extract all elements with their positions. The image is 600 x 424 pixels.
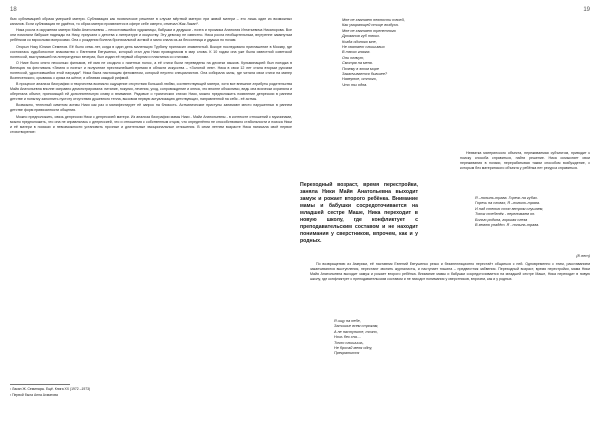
poem-bottom — [334, 319, 378, 357]
poem-line: Не бросай меня одну, — [334, 346, 373, 351]
poem-line: Что ты одна. — [342, 82, 368, 87]
paragraph: Возможно, телесный симптом астмы Ники как раз и манифестирует её запрос на близость. Астматические приступы занимают место нарушенных в раннем детстве форм привязанности общения. — [10, 103, 292, 113]
poem-line: Ночь без сна.... — [334, 335, 362, 340]
poem-line: Дрожания губ твоих. — [342, 34, 381, 39]
paragraph: бью сублимацией образа умершей матери. Сублимация как психическое решение в случае мёртвой матери: при живой матери – это лишь один из возможных каналов. Если сублимация не удаётся, то образ матери проявляется в сфере себе смерти, отмечал Жак Лакан¹. — [10, 17, 292, 26]
poem-line: Заканчивается бывшее? — [342, 72, 388, 77]
paragraph: Открыл Нику Юлиан Семенов. Её было семь лет, когда в один день маленькую Турбину пригласил знаменитый. Вскоре последовало приглашение в Москву, где состоялась судьбоносное знакомство с Евгением Евтушенко, который стал для Ники проводником в мир слова. К 10 годам она уже была известной советской поэтессой, выступавшей на литературных вечерах, был издан её первый сборник и пластинка со стихами. — [10, 44, 292, 59]
paragraph: О Нике было снято несколько фильмов, её имя не сходило с газетных полос, а её стихи были переведены на десятки языков. Кульминацией был поездка в Венецию на фестиваль «Земля и поэты» и получение престижнейшей премии в области искусства – «Золотой лев». Ника в свои 12 лет стала вторым русским поэтессой, удостоившейся этой награды². Ника была настоящим феноменом, который неустно специалистов. Она собирала залы, где читала свои стихи на манер Вознесенского, срываясь с крика на шёпот, и обливая каждый рифмой. — [10, 61, 292, 80]
poem-line: Когда одиноко мне, — [342, 39, 377, 44]
poem-line: Я –полынь-трава. Горечь на губах. — [475, 196, 538, 200]
page-number: 18 — [10, 7, 17, 13]
poem-line: Почему в этом мире — [342, 66, 379, 71]
poem-line: Смотря на меня. — [342, 61, 373, 66]
paragraph: Ника росла в окружении матери Майи Анатольевны – несостоявшейся художницы, бабушки и дедушки - поэта и прозаика Анатолия Игнатьевича Никанорова. Все они помогали бабушке надежды на Нику, приучали с детства к литературе и искусству. Эту девочку не известно. Ника росла необщительным, внутренне замкнутым ребёнком со взрослыми вопросами. Она с рождения болела бронхиальной астмой и мало спала из-за бессонница и удушья по ночам. — [10, 28, 292, 43]
poem-line: Как умирающей птице воздуха. — [342, 23, 399, 28]
pull-quote: Переходный возраст, время перестройки, заняла Ники Майя Анатольевна выходит замуж и рожает второго ребёнка. Внимание мамы и бабушки сосредоточивается на младшей сестре Маше, Ника переходит в новую школу, где конфликтует с преподавательским составом и не находит понимания у сверстников, впрочем, как и у родных. — [300, 182, 418, 244]
footnote-divider — [10, 384, 70, 385]
poem-line: Не хватает слышимых — [342, 45, 385, 50]
poem-line: А не наступите, точно, — [334, 329, 378, 334]
poem-line: Прекратится — [334, 351, 360, 356]
poem-top — [342, 18, 405, 88]
page-number: 19 — [583, 7, 590, 13]
poem-line: Я ищу на небе, — [334, 319, 361, 323]
poem-line: Затишье всем строкам, — [334, 324, 379, 329]
right-body-text — [310, 262, 590, 283]
footnote: ¹ Лакан Ж. Семинары. Ещё. Книга XX (1972 –1973) — [10, 387, 91, 391]
poem-line: Тонок стебелёк - переломаем он. — [475, 212, 536, 217]
poem-line: Болью родина, горькая слеза — [475, 217, 528, 222]
paragraph: По возвращению из Америки, её наставник Евгений Евтушенко резко и безапелляционно перестаёт общаться с ней. Одновременно с этим, расставанием заканчиваются выступления, перестают звонить журналисты, и наступает тишина – предвестник забвения. Переходный возраст, время перестройки, мама Ники Майя Анатольевна выходит замуж и рожает второго ребёнка. Внимание мамы и бабушки сосредоточивается на младшей сестре Маше, Ника переходит в новую школу, где конфликтует с преподавательским составом и не находит понимания у сверстников, впрочем, как и у родных. — [310, 262, 590, 281]
poem-line: В землю упадёт. Я - полынь-трава. — [475, 223, 540, 228]
side-text — [460, 151, 590, 172]
paragraph: Нехватка материнского объекта, переживаемая субъектом, приводит к поиску способа справиться, найти решение. Ника осмысляет свои переживания в поэзии, перерабатывая таким способом возбуждение, с которым без материнского объекта у ребёнка нет ресурса справиться. — [460, 151, 590, 170]
poem-line: Мне не хватает нежности твоей, — [342, 18, 405, 22]
poem-line: В твоих глазах. — [342, 50, 371, 55]
poem-line: Они плачут, — [342, 55, 365, 60]
paragraph: В процессе анализа биографии и творчества возникло ощущение отсутствия большой любви, соответствующей матери, хотя все внешние атрибуты родительства Майя Анатольевна вполне исправно демонстрировала: питание, покупки, лечения, уход, сопровождение и опека, что вполне объяснимо, ведь она всячески охраняла и оберегала объект, приносящий ей дополнительную славу и внимание. Рядовые о трагических стихах Ники, можно предположить появление депрессии в раннем детстве и попытку заполнить пустоту отсутствия душевного тепла, вызовом первую актуализацию детствующих, направленной на себя - её астмы. — [10, 82, 292, 101]
poem-line: Точно слышишь, — [334, 340, 364, 345]
paragraph: Можно предположить, связь депрессии Ники с депрессией матери. Из анализа биографии мамы Ники - Майи Анатольевны - в контексте отношений с мужчинами, можно предположить, что она не справлялась с депрессией, что и отношения с собственным отцом, что определённо не способствовало стабильности и поиска Ники и её матери в поисках и невозможности установить прочные и длительные эмоциональные отношения. В семи летнем возрасте Ника написала своё первое стихотворение: — [10, 114, 292, 134]
poem-line: Наверное, оттого, — [342, 77, 377, 82]
poem-date: (8 лет) — [576, 253, 590, 258]
footnote: ² Первой была Анна Ахматова — [10, 393, 58, 397]
poem-line: Мне не хватает трепетного — [342, 28, 396, 33]
poem-line: Горечь на словах, Я –полынь-трава. — [475, 201, 540, 206]
left-body-text — [10, 17, 292, 136]
poem-mid — [475, 196, 543, 228]
right-page — [300, 0, 600, 424]
poem-line: И над степью стон ветром слушаем, — [475, 206, 544, 211]
